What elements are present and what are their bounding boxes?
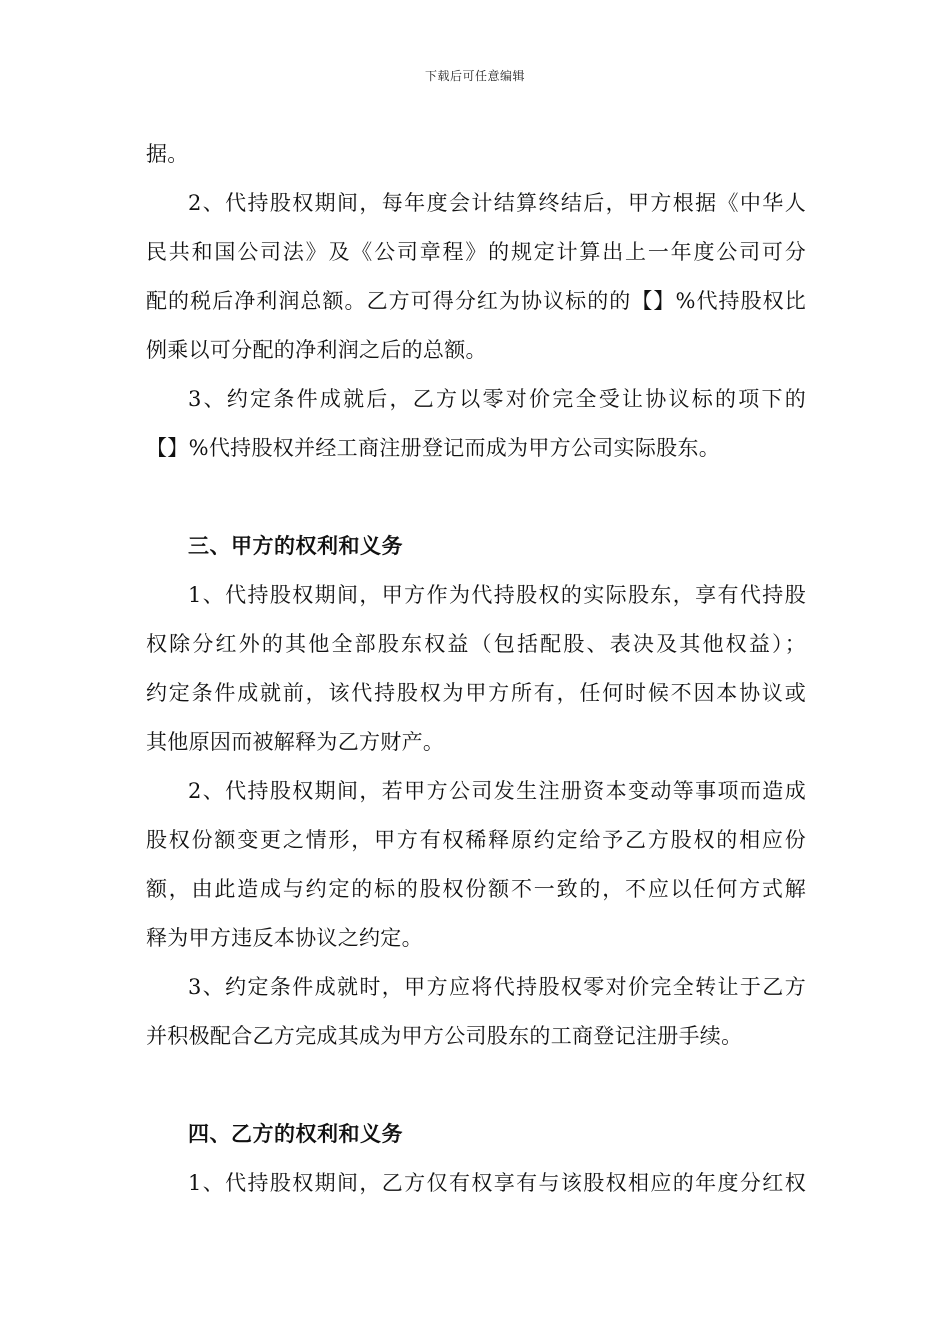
paragraph-line: 股权份额变更之情形，甲方有权稀释原约定给予乙方股权的相应份 [146,828,806,852]
paragraph-line: 民共和国公司法》及《公司章程》的规定计算出上一年度公司可分 [146,240,806,264]
page-header: 下载后可任意编辑 [424,69,525,83]
paragraph-line: 配的税后净利润总额。乙方可得分红为协议标的的【】%代持股权比 [146,289,806,313]
paragraph-line: 例乘以可分配的净利润之后的总额。 [146,338,487,362]
paragraph-line: 1、代持股权期间，甲方作为代持股权的实际股东，享有代持股 [188,583,806,607]
paragraph-line: 释为甲方违反本协议之约定。 [146,926,423,950]
paragraph-line: 并积极配合乙方完成其成为甲方公司股东的工商登记注册手续。 [146,1024,743,1048]
paragraph-line: 3、约定条件成就后，乙方以零对价完全受让协议标的项下的 [188,387,806,411]
paragraph-line: 约定条件成就前，该代持股权为甲方所有，任何时候不因本协议或 [146,681,806,705]
paragraph-line: 1、代持股权期间，乙方仅有权享有与该股权相应的年度分红权 [188,1171,806,1195]
section-spacer [146,1061,806,1110]
paragraph-line: 3、约定条件成就时，甲方应将代持股权零对价完全转让于乙方 [188,975,806,999]
document-body [146,130,806,1208]
section-heading: 三、甲方的权利和义务 [188,534,403,558]
paragraph-line: 据。 [146,142,189,166]
paragraph-line: 2、代持股权期间，若甲方公司发生注册资本变动等事项而造成 [188,779,806,803]
section-spacer [146,473,806,522]
paragraph-line: 额，由此造成与约定的标的股权份额不一致的，不应以任何方式解 [146,877,806,901]
paragraph-line: 2、代持股权期间，每年度会计结算终结后，甲方根据《中华人 [188,191,806,215]
paragraph-line: 权除分红外的其他全部股东权益（包括配股、表决及其他权益）； [146,632,806,656]
paragraph-line: 其他原因而被解释为乙方财产。 [146,730,445,754]
section-heading: 四、乙方的权利和义务 [188,1122,403,1146]
paragraph-line: 【】%代持股权并经工商注册登记而成为甲方公司实际股东。 [146,436,721,460]
